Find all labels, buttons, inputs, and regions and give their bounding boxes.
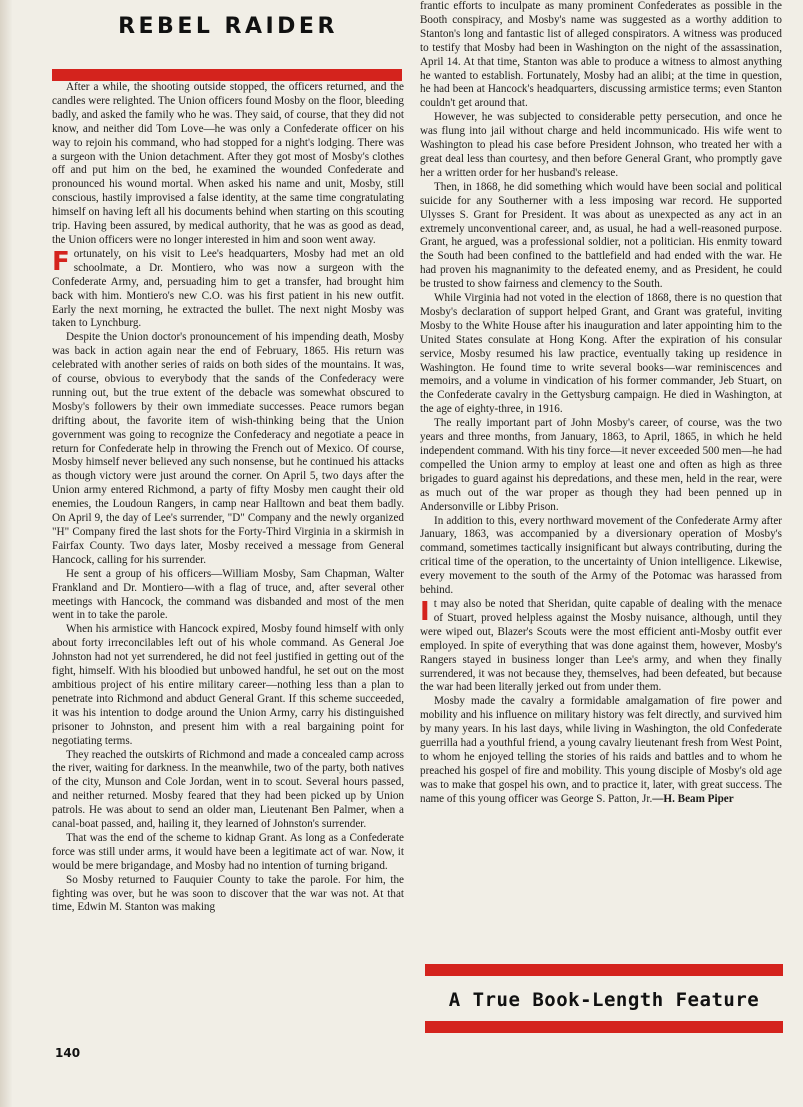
right-column <box>420 0 782 1107</box>
title-rule <box>52 69 402 81</box>
body-paragraph: They reached the outskirts of Richmond and made a concealed camp across the river, waiting for darkness. In the meanwhile, two of the party, both natives of the city, Munson and Cole Jordan, went in to scout. Several hours passed, and neither returned. Mosby feared that they had been picked up by Union patrols. He was about to send an older man, Lieutenant Ben Palmer, when a canal-boat passed, and, hailing it, they learned of Johnston's surrender. <box>52 748 404 831</box>
final-paragraph-text: Mosby made the cavalry a formidable amalgamation of fire power and mobility and his influence on military history was felt directly, and survived him by many years. In his last days, while living in Washington, the old Confederate guerrilla had a youthful friend, a young cavalry lieutenant fresh from West Point, to whom he enjoyed telling the stories of his raids and battles and to whom he preached his gospel of fire and mobility. This young disciple of Mosby's old age was to make that gospel his own, and to practice it, later, with great success. The name of this young officer was George S. Patton, Jr. <box>420 695 782 805</box>
body-paragraph: That was the end of the scheme to kidnap Grant. As long as a Confederate force was still under arms, it would have been a legitimate act of war. Now, it would be mere brigandage, and Mosby had no intention of turning brigand. <box>52 831 404 872</box>
continued-paragraph: frantic efforts to inculpate as many prominent Confederates as possible in the Booth conspiracy, and Mosby's name was suggested as a worthy addition to Stanton's long and fantastic list of alleged conspirators. A witness was produced to testify that Mosby had been in Washington on the night of the assassination, April 14. At that time, Stanton was able to produce a witness to almost anything he wanted to establish. Fortunately, Mosby had an alibi; at the time in question, he had been at Hancock's headquarters, discussing armistice terms; even Stanton couldn't get around that. <box>420 0 782 110</box>
body-paragraph: While Virginia had not voted in the election of 1868, there is no question that Mosby's declaration of support helped Grant, and Grant was grateful, inviting Mosby to the White House after his inauguration and later appointing him to the United States consulate at Hong Kong. After the expiration of his consular service, Mosby resumed his law practice, eventually taking up residence in Washington. He found time to write several books—war reminiscences and memoirs, and a volume in vindication of his former commander, Jeb Stuart, on the Confederate cavalry in the Gettysburg campaign. He died in Washington, at the age of eighty-three, in 1916. <box>420 292 782 416</box>
body-paragraph: Despite the Union doctor's pronouncement of his impending death, Mosby was back in action again near the end of February, 1865. His return was celebrated with another series of raids on both sides of the mountains. It was, of course, obvious to everybody that the sands of the Confederacy were running out, but the true extent of the debacle was somewhat obscured to Mosby's followers by their own immediate successes. Peace rumors began drifting about, the favorite item of wish-thinking being that the Union government was going to recognize the Confederacy and negotiate a peace in return for Confederate help in throwing the French out of Mexico. Of course, Mosby himself never believed any such nonsense, but he continued his attacks as though victory were just around the corner. On April 5, two days after the Union army entered Richmond, a party of fifty Mosby men caught their old enemies, the Loudoun Rangers, in camp near Halltown and beat them badly. On April 9, the day of Lee's surrender, "D" Company and the newly organized "H" Company fired the last shots for the Forty-Third Virginia in a skirmish in Fairfax County. Two days later, Mosby received a message from General Hancock, calling for his surrender. <box>52 331 404 566</box>
author-signature: —H. Beam Piper <box>652 792 734 805</box>
section-paragraph <box>52 248 404 331</box>
feature-banner-text: A True Book-Length Feature <box>448 989 760 1011</box>
body-paragraph: When his armistice with Hancock expired, Mosby found himself with only about forty irreconcilables left out of his whole command. As General Joe Johnston had not yet surrendered, he did not feel justified in getting out of the fight, himself. With his bloodied but unbowed handful, he set out on the most ambitious project of his entire military career—nothing less than a plan to penetrate into Richmond and abduct General Grant. If this scheme succeeded, it was his intention to dodge around the Union Army, carry his distinguished prisoner to Johnston, and present him with a real bargaining point for negotiating terms. <box>52 623 404 747</box>
body-paragraph: Then, in 1868, he did something which would have been social and political suicide for any Southerner with a less imposing war record. He supported Ulysses S. Grant for President. It was about as unexpected as any act in an extremely unconventional career, and, as usual, he had a well-reasoned purpose. Grant, he argued, was a professional soldier, not a politician. His enmity toward the South had been confined to the battlefield and had ended with the war. He had proven his magnanimity to the defeated enemy, and as President, he could be trusted to show fairness and clemency to the South. <box>420 180 782 291</box>
drop-cap-letter: I <box>420 596 430 627</box>
banner-top-rule <box>425 964 783 976</box>
banner-bottom-rule <box>425 1021 783 1033</box>
body-paragraph: In addition to this, every northward movement of the Confederate Army after January, 1863, was accompanied by a diversionary operation of Mosby's command, sometimes tactically insignificant but always contributing, during the critical time of the operation, to the uncertainty of Union intelligence. Likewise, every movement to the south of the Army of the Potomac was harassed from behind. <box>420 514 782 597</box>
article-title: REBEL RAIDER <box>118 14 338 39</box>
body-paragraph: However, he was subjected to considerable petty persecution, and once he was flung into jail without charge and held incommunicado. His wife went to Washington to plead his case before President Johnson, who treated her with a great deal less than courtesy, and then before General Grant, who promptly gave her a written order for her husband's release. <box>420 111 782 179</box>
page-number: 140 <box>55 1046 81 1060</box>
body-paragraph: The really important part of John Mosby's career, of course, was the two years and three months, from January, 1863, to April, 1865, in which he held independent command. With his tiny force—it never exceeded 500 men—he had compelled the Union army to employ at least one and often as high as three brigades to guard against his depredations, and these men, held in the rear, were as much out of the war proper as though they had been penned up in Andersonville or Libby Prison. <box>420 417 782 513</box>
body-paragraph: He sent a group of his officers—William Mosby, Sam Chapman, Walter Frankland and Dr. Montiero—with a flag of truce, and, after several other meetings with Hancock, the command was disbanded and most of the men went in to take the parole. <box>52 567 404 622</box>
lead-paragraph: After a while, the shooting outside stopped, the officers returned, and the candles were relighted. The Union officers found Mosby on the floor, bleeding badly, and asked the family who he was. They said, of course, that they did not know, and neither did Tom Love—he was only a Confederate officer on his way to rejoin his command, who had stopped for a night's lodging. There was a surgeon with the Union detachment. After they got most of Mosby's clothes off and put him on the bed, he examined the wounded Confederate and pronounced his wound mortal. When asked his name and unit, Mosby, still conscious, hastily improvised a false identity, at the same time congratulating himself on having left all his documents behind when starting on this scouting trip. Having been assured, by medical authority, that he was as good as dead, the Union officers were no longer interested in him and soon went away. <box>52 81 404 246</box>
left-column <box>52 0 404 1107</box>
drop-cap-letter: F <box>52 246 70 277</box>
page-spine-shadow <box>0 0 12 1107</box>
body-paragraph: So Mosby returned to Fauquier County to take the parole. For him, the fighting was over, but he was soon to discover that the war was not. At that time, Edwin M. Stanton was making <box>52 873 404 914</box>
section-first-text: t may also be noted that Sheridan, quite capable of dealing with the menace of Stuart, proved helpless against the Mosby nuisance, although, until they were wiped out, Blazer's Scouts were the most efficient anti-Mosby outfit ever employed. In spite of everything that was done against them, however, Mosby's Rangers stayed in business longer than Lee's army, and when they finally surrendered, it was not because they, themselves, had been defeated, but because the war had been literally jerked out from under them. <box>420 597 782 694</box>
section-first-text: ortunately, on his visit to Lee's headquarters, Mosby had met an old schoolmate, a Dr. Montiero, who was now a surgeon with the Confederate Army, and, persuading him to get a transfer, had brought him back with him. Montiero's new C.O. was his first patient in his new outfit. Early the next morning, he extracted the bullet. The next night Mosby was taken to Lynchburg. <box>52 247 404 330</box>
section-paragraph <box>420 598 782 695</box>
final-paragraph <box>420 695 782 806</box>
feature-banner <box>425 964 783 1033</box>
